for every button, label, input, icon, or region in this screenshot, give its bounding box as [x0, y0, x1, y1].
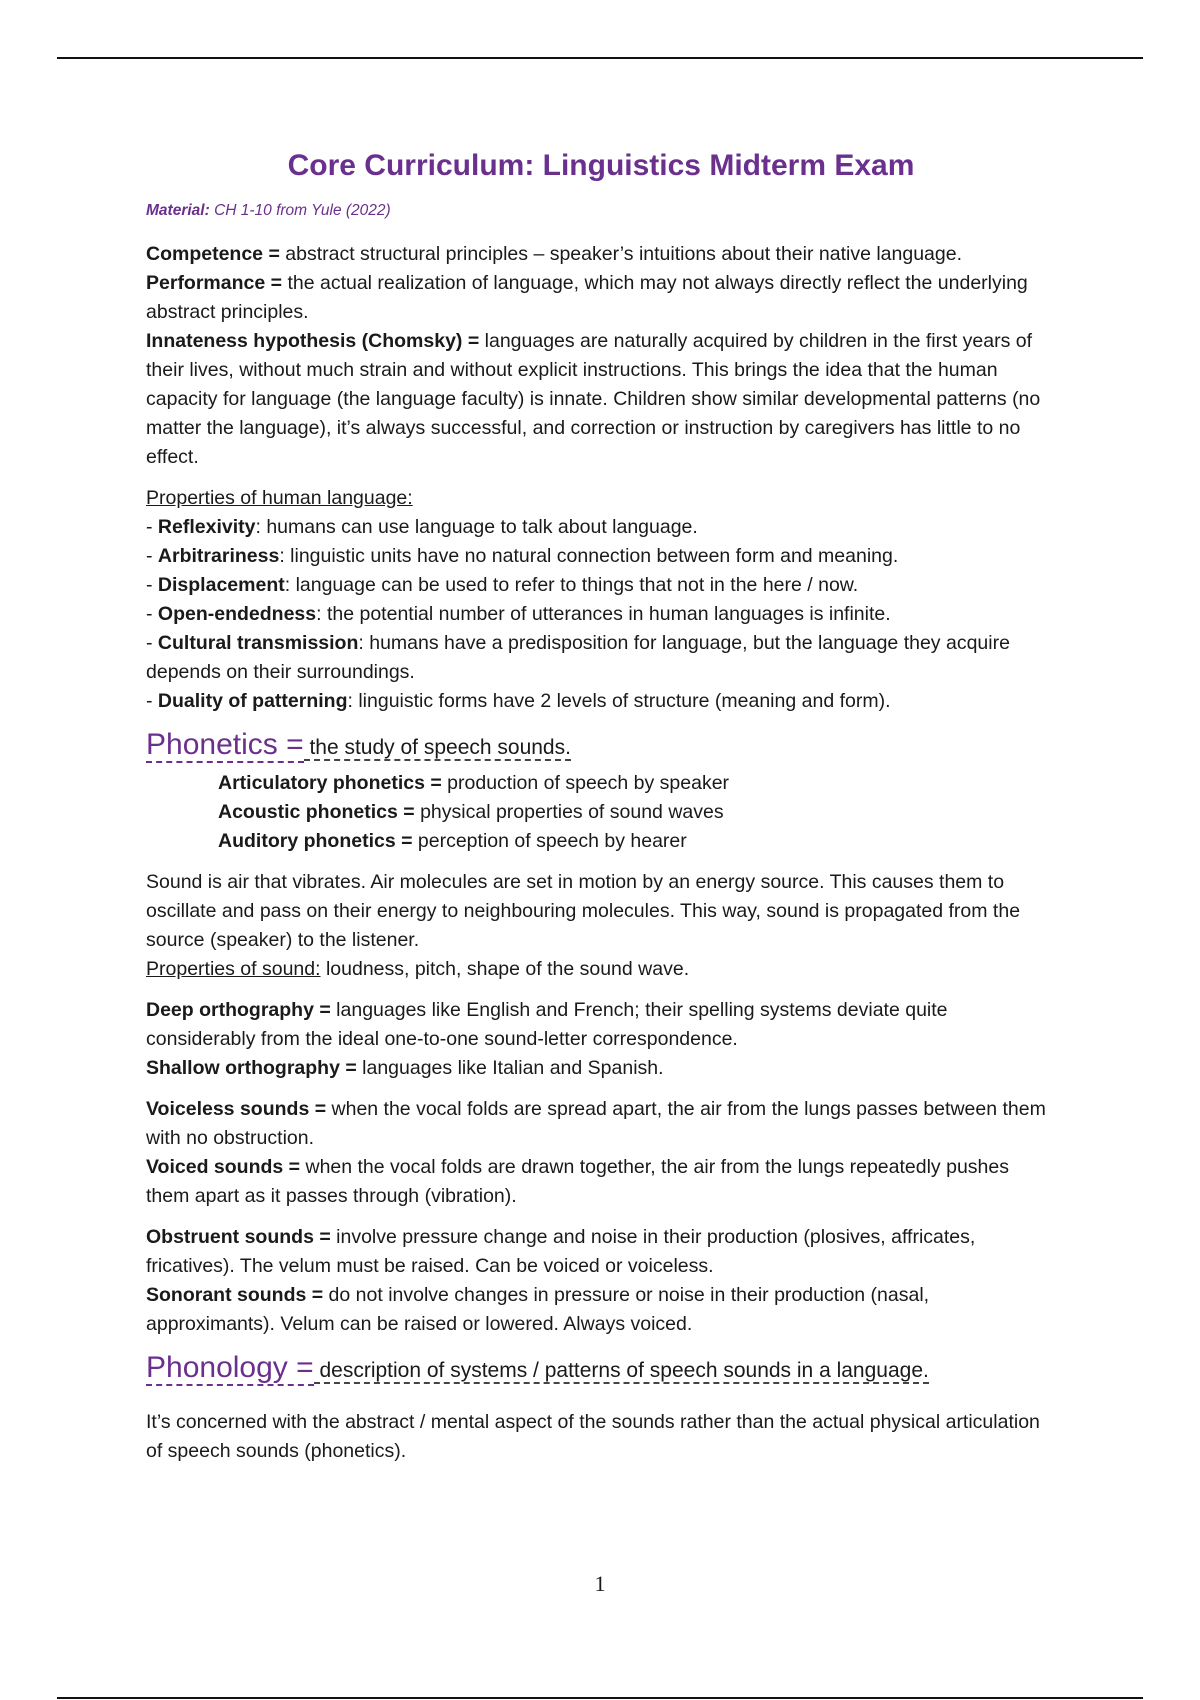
phonetics-branches [146, 769, 1056, 856]
property-item: - Cultural transmission: humans have a predisposition for language, but the language they acquire depends on their surroundings. [146, 632, 1010, 683]
phonetics-branch: Auditory phonetics = perception of speech by hearer [218, 830, 687, 852]
voicing-definitions [146, 1095, 1056, 1211]
phonetics-branch: Acoustic phonetics = physical properties of sound waves [218, 801, 724, 823]
header-rule [57, 57, 1143, 59]
definition-item: Obstruent sounds = involve pressure change and noise in their production (plosives, affricates, fricatives). The velum must be raised. Can be voiced or voiceless. [146, 1226, 976, 1277]
phonology-heading: Phonology = description of systems / patterns of speech sounds in a language. [146, 1351, 929, 1384]
definition-item: Voiceless sounds = when the vocal folds are spread apart, the air from the lungs passes between them with no obstruction. [146, 1098, 1046, 1149]
sound-properties: Properties of sound: loudness, pitch, shape of the sound wave. [146, 958, 690, 980]
property-item: - Arbitrariness: linguistic units have no natural connection between form and meaning. [146, 545, 899, 567]
material-text: CH 1-10 from Yule (2022) [214, 202, 391, 219]
document-page [146, 140, 1056, 1478]
definition-item: Innateness hypothesis (Chomsky) = languages are naturally acquired by children in the first years of their lives, without much strain and without explicit instructions. This brings the idea that the human capacity for language (the language faculty) is innate. Children show similar developmental patterns (no matter the language), it’s always successful, and correction or instruction by caregivers has little to no effect. [146, 330, 1041, 468]
material-label: Material: [146, 202, 210, 219]
definition-item: Shallow orthography = languages like Italian and Spanish. [146, 1057, 664, 1079]
footer-rule [57, 1697, 1143, 1699]
definition-item: Competence = abstract structural principles – speaker’s intuitions about their native language. [146, 243, 963, 265]
sound-text: Sound is air that vibrates. Air molecules are set in motion by an energy source. This causes them to oscillate and pass on their energy to neighbouring molecules. This way, sound is propagated from the source (speaker) to the listener. [146, 871, 1021, 951]
property-item: - Displacement: language can be used to refer to things that not in the here / now. [146, 574, 859, 596]
properties-heading: Properties of human language: [146, 487, 413, 509]
definition-item: Sonorant sounds = do not involve changes in pressure or noise in their production (nasal, approximants). Velum can be raised or lowered. Always voiced. [146, 1284, 930, 1335]
phonetics-heading: Phonetics = the study of speech sounds. [146, 728, 571, 761]
property-item: - Open-endedness: the potential number of utterances in human languages is infinite. [146, 603, 891, 625]
page-title: Core Curriculum: Linguistics Midterm Exam [287, 149, 915, 182]
definition-item: Voiced sounds = when the vocal folds are drawn together, the air from the lungs repeatedly pushes them apart as it passes through (vibration). [146, 1156, 1009, 1207]
definition-item: Performance = the actual realization of language, which may not always directly reflect the underlying abstract principles. [146, 272, 1028, 323]
material-line [146, 200, 1056, 222]
definitions-intro [146, 240, 1056, 472]
phonology-text: It’s concerned with the abstract / mental aspect of the sounds rather than the actual physical articulation of speech sounds (phonetics). [146, 1411, 1040, 1462]
property-item: - Duality of patterning: linguistic forms have 2 levels of structure (meaning and form). [146, 690, 891, 712]
orthography-definitions [146, 996, 1056, 1083]
manner-definitions [146, 1223, 1056, 1339]
sound-paragraph [146, 868, 1056, 984]
definition-item: Deep orthography = languages like English and French; their spelling systems deviate quite considerably from the ideal one-to-one sound-letter correspondence. [146, 999, 948, 1050]
properties-list [146, 484, 1056, 716]
phonetics-branch: Articulatory phonetics = production of speech by speaker [218, 772, 730, 794]
property-item: - Reflexivity: humans can use language to talk about language. [146, 516, 698, 538]
phonology-paragraph [146, 1408, 1056, 1466]
page-number: 1 [594, 1571, 606, 1596]
